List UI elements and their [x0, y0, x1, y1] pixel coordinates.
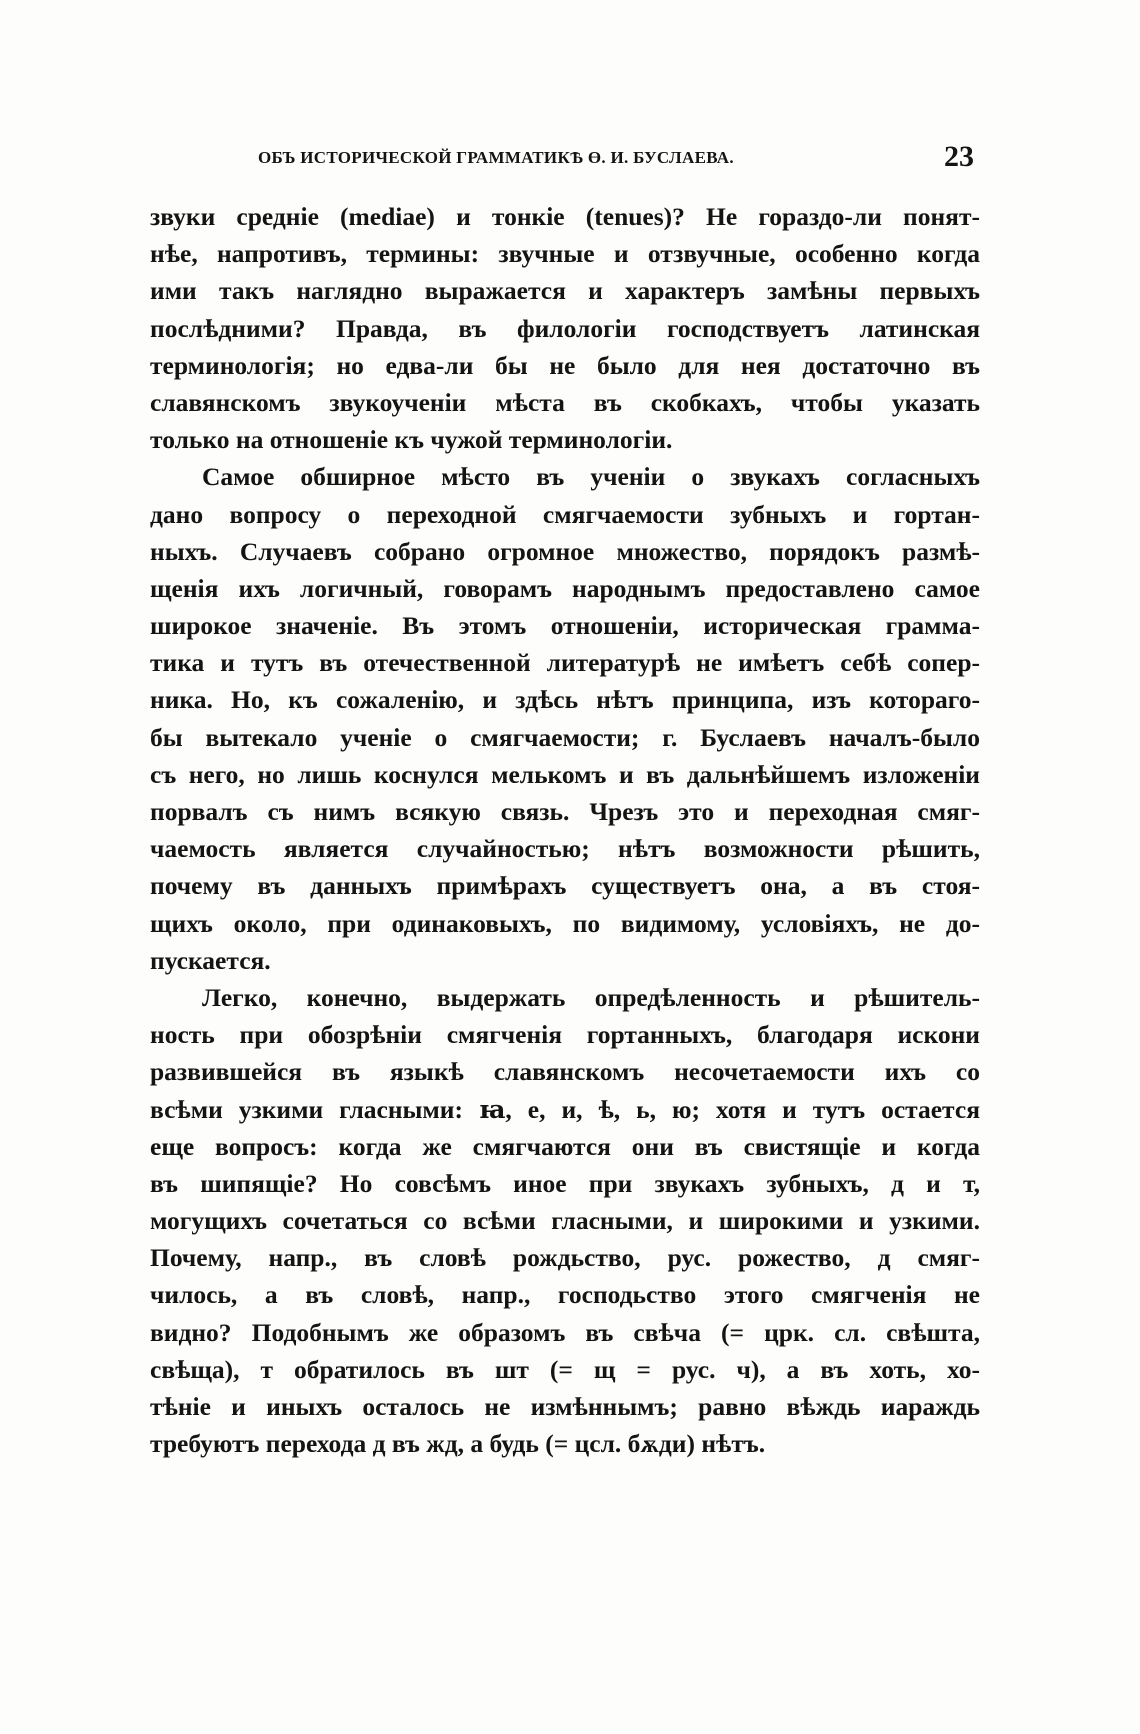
text-line: послѣдними? Правда, въ филологіи господствуетъ латинская [150, 313, 980, 343]
text-line: тика и тутъ въ отечественной литературѣ не имѣетъ себѣ сопер- [150, 648, 980, 678]
paragraph-1 [150, 198, 980, 458]
text-line: нѣе, напротивъ, термины: звучные и отзвучные, особенно когда [150, 239, 980, 269]
text-line: славянскомъ звукоученіи мѣста въ скобкахъ, чтобы указать [150, 387, 980, 417]
page-number: 23 [944, 140, 974, 173]
text-line: ныхъ. Случаевъ собрано огромное множество, порядокъ размѣ- [150, 536, 980, 566]
text-line: только на отношеніе къ чужой терминологіи. [150, 425, 673, 455]
text-line: развившейся въ языкѣ славянскомъ несочетаемости ихъ со [150, 1057, 980, 1087]
text-line: въ шипящіе? Но совсѣмъ иное при звукахъ зубныхъ, д и т, [150, 1168, 980, 1198]
text-line: съ него, но лишь коснулся мелькомъ и въ дальнѣйшемъ изложеніи [150, 759, 980, 789]
text-line: дано вопросу о переходной смягчаемости зубныхъ и гортан- [150, 499, 980, 529]
text-line: ника. Но, къ сожаленію, и здѣсь нѣтъ принципа, изъ котораго- [150, 685, 980, 715]
paragraph-3 [150, 979, 980, 1462]
text-line: видно? Подобнымъ же образомъ въ свѣча (= црк. сл. свѣшта, [150, 1317, 980, 1347]
text-line: бы вытекало ученіе о смягчаемости; г. Буслаевъ началъ-было [150, 722, 980, 752]
body-text [150, 198, 980, 1462]
running-title: ОБЪ ИСТОРИЧЕСКОЙ ГРАММАТИКѢ Ө. И. БУСЛАЕВА. [258, 148, 734, 167]
text-line: пускается. [150, 945, 271, 975]
text-line: чилось, а въ словѣ, напр., господьство этого смягченія не [150, 1280, 980, 1310]
text-line: ими такъ наглядно выражается и характеръ замѣны первыхъ [150, 276, 980, 306]
text-line: свѣща), т обратилось въ шт (= щ = рус. ч), а въ хоть, хо- [150, 1354, 980, 1384]
text-line: требуютъ перехода д въ жд, а будь (= цсл. бѫди) нѣтъ. [150, 1429, 766, 1459]
text-line: могущихъ сочетаться со всѣми гласными, и широкими и узкими. [150, 1206, 980, 1236]
text-line: Почему, напр., въ словѣ рождьство, рус. рожество, д смяг- [150, 1243, 980, 1273]
text-line: щенія ихъ логичный, говорамъ народнымъ предоставлено самое [150, 573, 980, 603]
text-line: Самое обширное мѣсто въ ученіи о звукахъ согласныхъ [202, 462, 980, 492]
text-line: терминологія; но едва-ли бы не было для нея достаточно въ [150, 350, 980, 380]
text-line: еще вопросъ: когда же смягчаются они въ свистящіе и когда [150, 1131, 980, 1161]
text-line: почему въ данныхъ примѣрахъ существуетъ она, а въ стоя- [150, 871, 980, 901]
text-line: ность при обозрѣніи смягченія гортанныхъ, благодаря искони [150, 1020, 980, 1050]
text-line: Легко, конечно, выдержать опредѣленность и рѣшитель- [202, 982, 980, 1012]
running-head [150, 140, 978, 180]
text-line: звуки средніе (mediae) и тонкіе (tenues)? Не гораздо-ли понят- [150, 202, 980, 231]
text-line: щихъ около, при одинаковыхъ, по видимому, условіяхъ, не до- [150, 908, 980, 938]
paragraph-2 [150, 458, 980, 979]
text-line: порвалъ съ нимъ всякую связь. Чрезъ это и переходная смяг- [150, 797, 980, 826]
text-line: всѣми узкими гласными: ꙗ, е, и, ѣ, ь, ю; хотя и тутъ остается [150, 1094, 980, 1124]
text-line: чаемость является случайностью; нѣтъ возможности рѣшить, [150, 834, 980, 864]
text-line: тѣніе и иныхъ осталось не измѣннымъ; равно вѣждь иараждь [150, 1392, 980, 1421]
text-line: широкое значеніе. Въ этомъ отношеніи, историческая грамма- [150, 611, 980, 641]
